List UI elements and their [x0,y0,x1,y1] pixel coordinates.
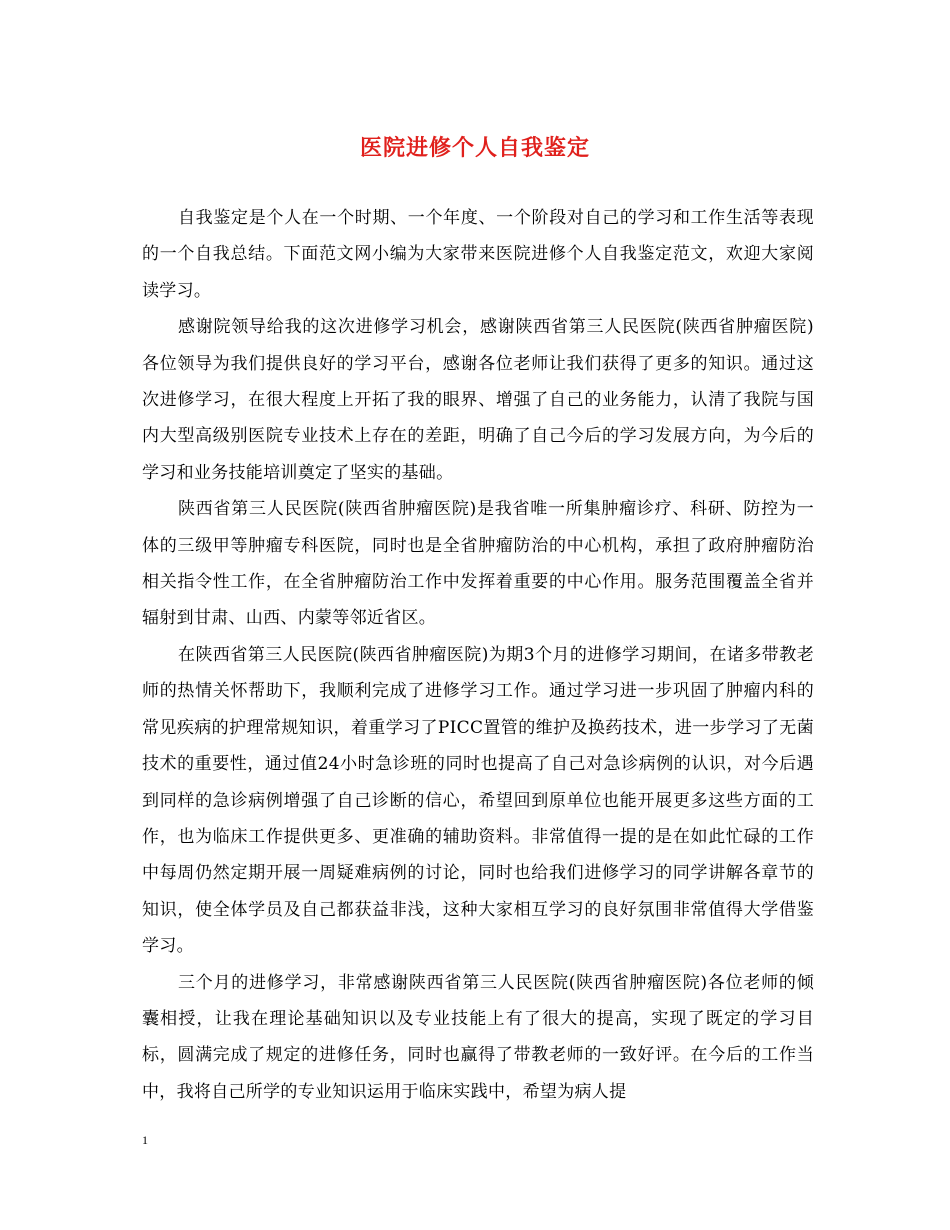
paragraph-4: 在陕西省第三人民医院(陕西省肿瘤医院)为期3个月的进修学习期间，在诸多带教老师的热情关怀帮助下，我顺利完成了进修学习工作。通过学习进一步巩固了肿瘤内科的常见疾病的护理常规知识，着重学习了PICC置管的维护及换药技术，进一步学习了无菌技术的重要性，通过值24小时急诊班的同时也提高了自己对急诊病例的认识，对今后遇到同样的急诊病例增强了自己诊断的信心，希望回到原单位也能开展更多这些方面的工作，也为临床工作提供更多、更准确的辅助资料。非常值得一提的是在如此忙碌的工作中每周仍然定期开展一周疑难病例的讨论，同时也给我们进修学习的同学讲解各章节的知识，使全体学员及自己都获益非浅，这种大家相互学习的良好氛围非常值得大学借鉴学习。 [142,644,814,957]
paragraph-1: 自我鉴定是个人在一个时期、一个年度、一个阶段对自己的学习和工作生活等表现的一个自我总结。下面范文网小编为大家带来医院进修个人自我鉴定范文，欢迎大家阅读学习。 [142,208,814,301]
paragraph-5: 三个月的进修学习，非常感谢陕西省第三人民医院(陕西省肿瘤医院)各位老师的倾囊相授，让我在理论基础知识以及专业技能上有了很大的提高，实现了既定的学习目标，圆满完成了规定的进修任务，同时也赢得了带教老师的一致好评。在今后的工作当中，我将自己所学的专业知识运用于临床实践中，希望为病人提 [142,972,814,1102]
paragraph-3: 陕西省第三人民医院(陕西省肿瘤医院)是我省唯一所集肿瘤诊疗、科研、防控为一体的三级甲等肿瘤专科医院，同时也是全省肿瘤防治的中心机构，承担了政府肿瘤防治相关指令性工作，在全省肿瘤防治工作中发挥着重要的中心作用。服务范围覆盖全省并辐射到甘肃、山西、内蒙等邻近省区。 [142,499,814,629]
page-number: 1 [142,1133,148,1147]
document-title: 医院进修个人自我鉴定 [359,135,590,161]
document-body [142,200,814,1110]
paragraph-2: 感谢院领导给我的这次进修学习机会，感谢陕西省第三人民医院(陕西省肿瘤医院)各位领导为我们提供良好的学习平台，感谢各位老师让我们获得了更多的知识。通过这次进修学习，在很大程度上开拓了我的眼界、增强了自己的业务能力，认清了我院与国内大型高级别医院专业技术上存在的差距，明确了自己今后的学习发展方向，为今后的学习和业务技能培训奠定了坚实的基础。 [142,317,814,483]
